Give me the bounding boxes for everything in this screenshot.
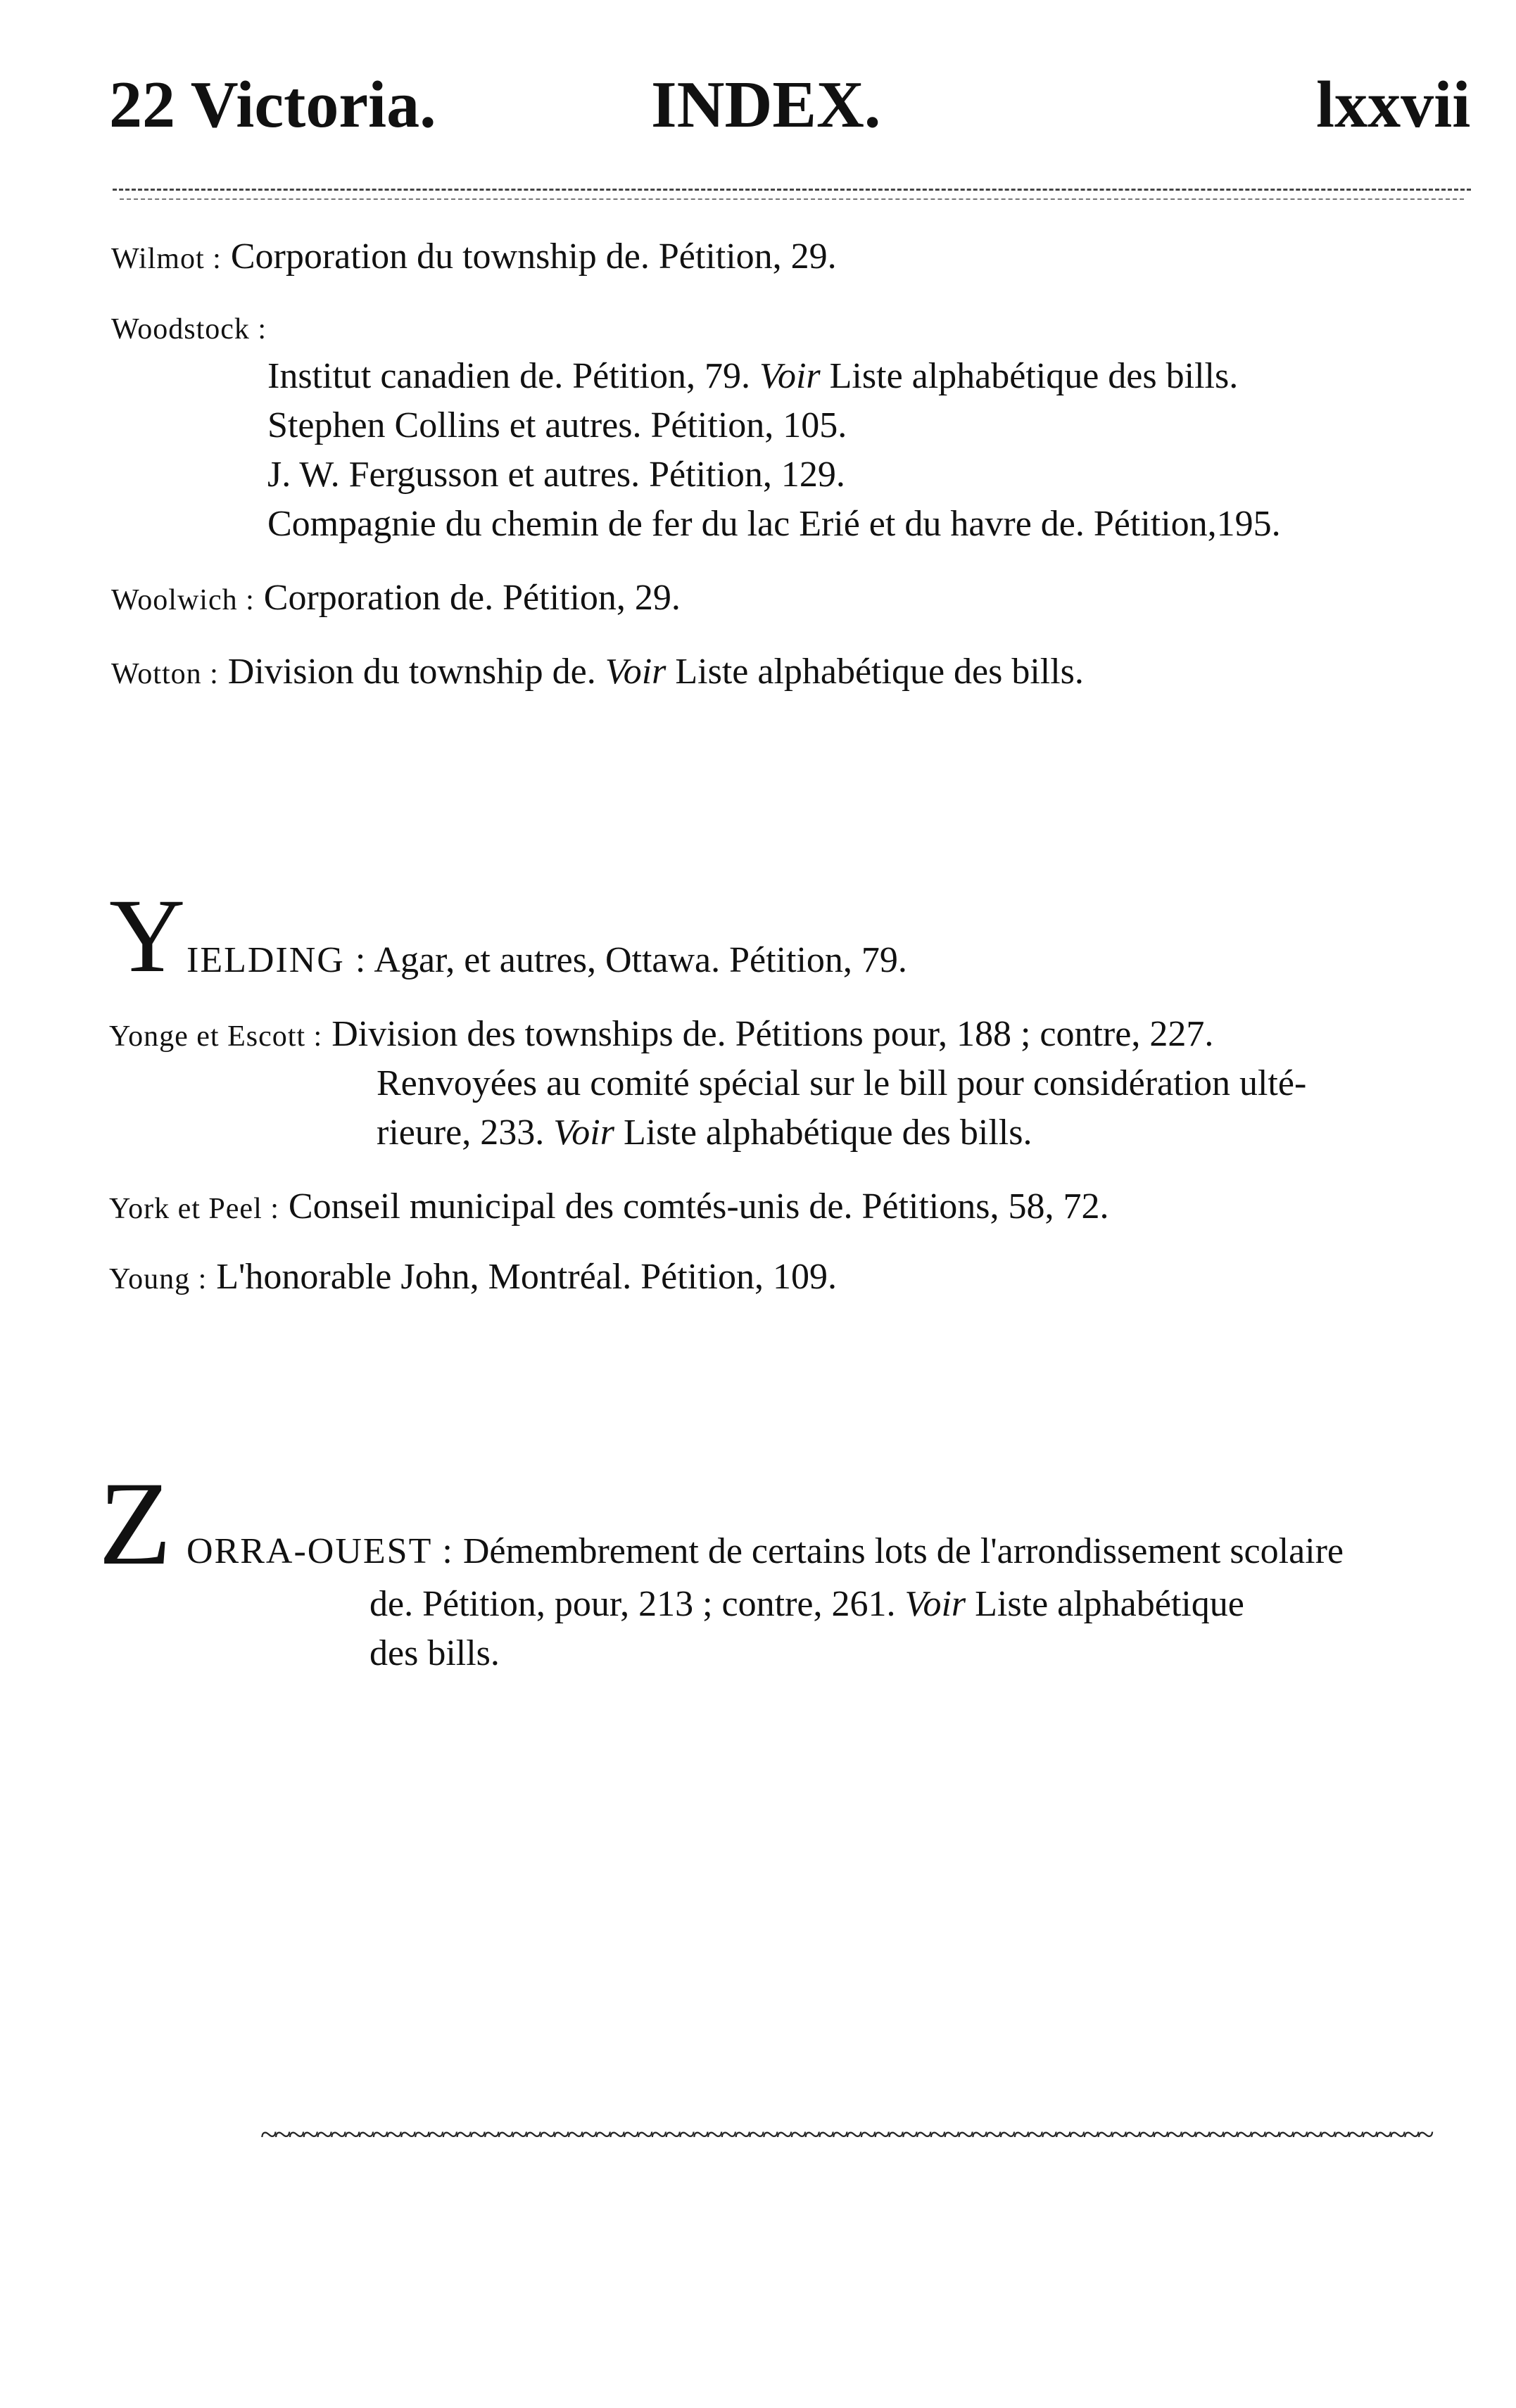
entry-text: L'honorable John, Montréal. Pétition, 109. <box>216 1257 837 1297</box>
entry-young <box>109 1253 837 1304</box>
entry-wilmot <box>111 232 837 284</box>
entry-yonge-line1 <box>109 1010 1213 1061</box>
header-title: INDEX. <box>651 68 881 141</box>
entry-zorra-line3: des bills. <box>369 1633 500 1673</box>
entry-text: Liste alphabétique des bills. <box>666 652 1084 692</box>
entry-text: Démembrement de certains lots de l'arrondissement scolaire <box>462 1531 1344 1571</box>
footer-ornament: ~~~~~~~~~~~~~~~~~~~~~~~~~~~~~~~~~~~~~~~~~~~~~~~~~~~~~~~~~~~~~~~~~~~~~~~~~~~~~~~~~~~~ <box>260 2117 1432 2152</box>
entry-head: IELDING : <box>187 940 367 980</box>
entry-wotton <box>111 647 1084 699</box>
entry-text: Conseil municipal des comtés-unis de. Pétitions, 58, 72. <box>288 1186 1109 1227</box>
header-rule <box>113 189 1471 195</box>
entry-woodstock-line3: J. W. Fergusson et autres. Pétition, 129. <box>267 455 845 495</box>
entry-head: Wilmot : <box>111 243 222 275</box>
voir-label: Voir <box>605 652 667 692</box>
drop-cap-y: Y <box>109 877 186 994</box>
header-rule-secondary <box>120 198 1464 200</box>
voir-label: Voir <box>553 1113 614 1153</box>
entry-head: Woolwich : <box>111 584 255 616</box>
header-volume: 22 Victoria. <box>109 68 436 141</box>
entry-woodstock-line1 <box>267 352 1238 401</box>
entry-text: Division du township de. <box>227 652 605 692</box>
entry-text: Liste alphabétique des bills. <box>820 356 1239 396</box>
entry-zorra-line2 <box>369 1580 1244 1629</box>
entry-text: Corporation du township de. Pétition, 29. <box>230 236 837 277</box>
header-page-number: lxxvii <box>1316 68 1471 141</box>
entry-text: Division des townships de. Pétitions pour, 188 ; contre, 227. <box>331 1014 1214 1054</box>
entry-head: York et Peel : <box>109 1193 279 1225</box>
entry-head: ORRA-OUEST : <box>187 1531 454 1571</box>
entry-text: Institut canadien de. Pétition, 79. <box>267 356 759 396</box>
entry-york <box>109 1182 1108 1234</box>
entry-yonge-line3 <box>377 1108 1032 1158</box>
entry-text: de. Pétition, pour, 213 ; contre, 261. <box>369 1584 905 1624</box>
voir-label: Voir <box>759 356 821 396</box>
entry-text: Corporation de. Pétition, 29. <box>263 578 681 618</box>
entry-head: Woodstock : <box>111 313 267 346</box>
entry-head: Wotton : <box>111 658 219 690</box>
entry-head: Young : <box>109 1263 208 1295</box>
entry-woodstock-line4: Compagnie du chemin de fer du lac Erié et du havre de. Pétition,195. <box>267 504 1281 544</box>
drop-cap-z: Z <box>99 1457 172 1590</box>
entry-zorra-line1 <box>187 1527 1344 1576</box>
entry-yielding <box>187 936 907 985</box>
entry-text: Liste alphabétique <box>966 1584 1244 1624</box>
entry-head: Yonge et Escott : <box>109 1020 323 1053</box>
entry-woodstock-line2: Stephen Collins et autres. Pétition, 105. <box>267 405 847 445</box>
voir-label: Voir <box>904 1584 966 1624</box>
entry-woodstock-head <box>111 303 267 354</box>
entry-text: rieure, 233. <box>377 1113 554 1153</box>
entry-text: Liste alphabétique des bills. <box>614 1113 1032 1153</box>
entry-yonge-line2: Renvoyées au comité spécial sur le bill pour considération ulté- <box>377 1063 1307 1103</box>
entry-woolwich <box>111 574 681 625</box>
entry-text: Agar, et autres, Ottawa. Pétition, 79. <box>374 940 907 980</box>
